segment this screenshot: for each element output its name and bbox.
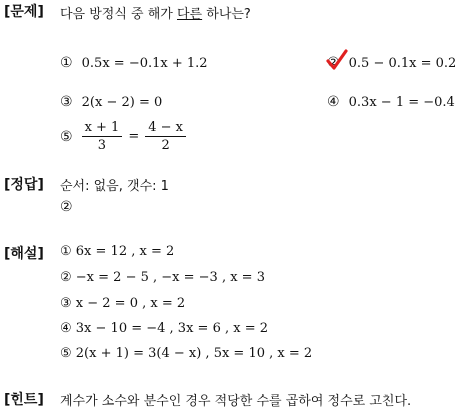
option-1-number: ① — [60, 55, 73, 71]
answer-info: 순서: 없음, 갯수: 1 — [60, 179, 169, 194]
option-2-number: ② — [327, 55, 340, 71]
option-3-equation: 2(x − 2) = 0 — [81, 95, 163, 110]
right-fraction-numerator: 4 − x — [145, 120, 186, 137]
question-text — [60, 3, 251, 22]
explanation-line-3: ③ x − 2 = 0 , x = 2 — [60, 296, 186, 311]
option-5[interactable] — [60, 120, 189, 153]
option-3[interactable] — [60, 91, 162, 110]
option-1[interactable] — [60, 52, 208, 71]
left-fraction-numerator: x + 1 — [82, 120, 123, 137]
question-prefix: 다음 방정식 중 해가 — [60, 7, 177, 22]
explanation-line-4: ④ 3x − 10 = −4 , 3x = 6 , x = 2 — [60, 321, 268, 336]
answer-value: ② — [60, 199, 73, 215]
explanation-line-1: ① 6x = 12 , x = 2 — [60, 244, 175, 259]
explanation-line-5: ⑤ 2(x + 1) = 3(4 − x) , 5x = 10 , x = 2 — [60, 346, 313, 361]
red-check-icon — [325, 48, 349, 72]
hint-label: [힌트] — [4, 392, 44, 408]
answer-label: [정답] — [4, 177, 44, 193]
option-3-number: ③ — [60, 94, 73, 110]
option-2-equation: 0.5 − 0.1x = 0.2 — [348, 56, 457, 71]
option-4-equation: 0.3x − 1 = −0.4 — [348, 95, 455, 110]
problem-label: [문제] — [4, 4, 44, 20]
option-1-equation: 0.5x = −0.1x + 1.2 — [81, 56, 208, 71]
option-5-left-fraction — [82, 120, 123, 153]
option-5-number: ⑤ — [60, 128, 73, 145]
hint-text: 계수가 소수와 분수인 경우 적당한 수를 곱하여 정수로 고친다. — [60, 394, 412, 409]
right-fraction-denominator: 2 — [161, 138, 170, 153]
explanation-line-2: ② −x = 2 − 5 , −x = −3 , x = 3 — [60, 270, 265, 285]
question-emphasis: 다른 — [177, 7, 203, 22]
explanation-label: [해설] — [4, 246, 44, 262]
option-5-right-fraction — [145, 120, 186, 153]
left-fraction-denominator: 3 — [97, 138, 107, 153]
option-4[interactable] — [327, 91, 455, 110]
option-5-equals: = — [128, 129, 140, 144]
question-suffix: 하나는? — [202, 7, 251, 22]
option-4-number: ④ — [327, 94, 340, 110]
